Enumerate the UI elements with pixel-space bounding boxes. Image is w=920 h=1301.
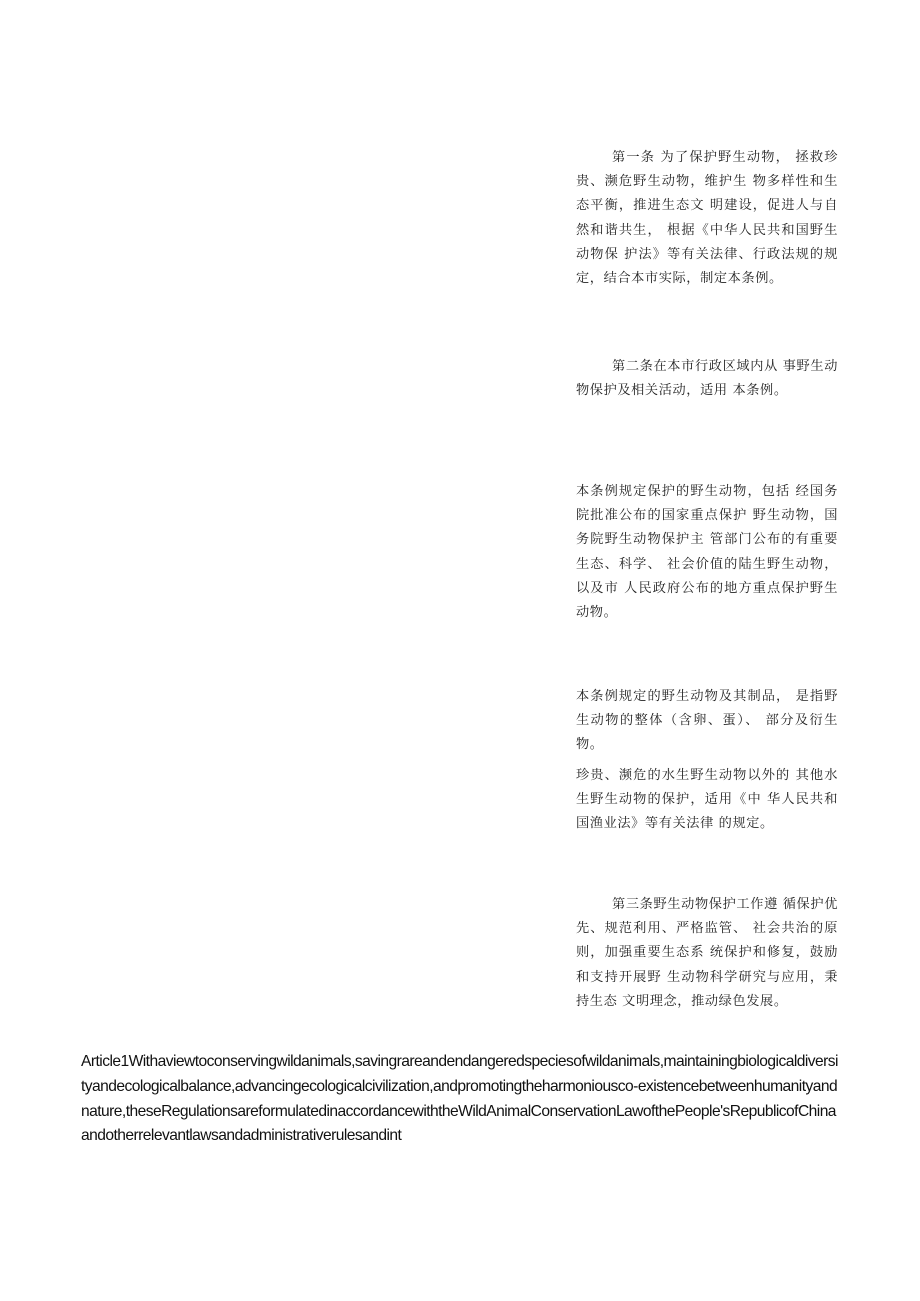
protected-species-paragraph: 本条例规定保护的野生动物，包括 经国务院批准公布的国家重点保护 野生动物，国务院野生动物保护主 管部门公布的有重要生态、科学、 社会价值的陆生野生动物，以及市 人民政府公布的地方重点保护野生 动物。 [576,484,838,621]
aquatic-animals-paragraph: 珍贵、濒危的水生野生动物以外的 其他水生野生动物的保护，适用《中 华人民共和国渔业法》等有关法律 的规定。 [576,767,838,832]
article-3-paragraph: 第三条野生动物保护工作遵 循保护优先、规范利用、严格监管、 社会共治的原则，加强重要生态系 统保护和修复，鼓励和支持开展野 生动物科学研究与应用，秉持生态 文明理念，推动绿色发展。 [576,897,838,1009]
definition-block [576,685,838,836]
article-2-block [576,355,838,403]
english-translation: Article1Withaviewtoconservingwildanimals,savingrareandendangeredspeciesofwildanimals,maintainingbiologicaldiversityandecologicalbalance,advancingecologicalcivilization,andpromotingtheharmoniousco-existencebetweenhumanityandnature,theseRegulationsareformulatedinaccordancewiththeWildAnimalConservationLawofthePeople'sRepublicofChinaandotherrelevantlawsandadministrativerulesandint [81,1053,838,1145]
article-1-block [576,146,838,291]
article-3-block [576,893,838,1014]
article-1-paragraph: 第一条 为了保护野生动物， 拯救珍贵、濒危野生动物，维护生 物多样性和生态平衡，推进生态文 明建设，促进人与自然和谐共生， 根据《中华人民共和国野生动物保 护法》等有关法律、行政法规的规 定，结合本市实际，制定本条例。 [576,150,838,287]
definition-paragraph: 本条例规定的野生动物及其制品， 是指野生动物的整体（含卵、蛋）、 部分及衍生物。 [576,689,838,753]
protected-species-block [576,480,838,625]
article-2-paragraph: 第二条在本市行政区域内从 事野生动物保护及相关活动，适用 本条例。 [576,359,838,399]
